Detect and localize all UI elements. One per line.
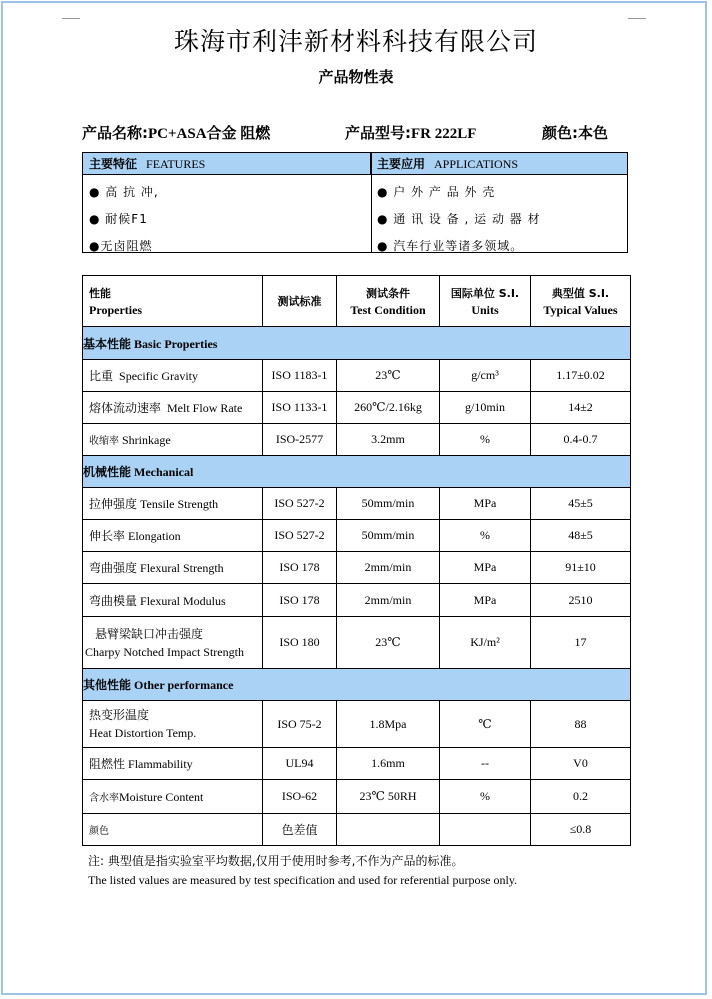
value-cell: 2510 (531, 584, 631, 617)
value-cell: 17 (531, 617, 631, 669)
table-header-row (83, 276, 631, 327)
unit-cell: KJ/m² (440, 617, 531, 669)
standard-cell: ISO 527-2 (263, 520, 337, 552)
table-row (83, 488, 631, 520)
header-typical-en: Typical Values (543, 302, 618, 317)
header-units-en: Units (471, 302, 499, 317)
table-row (83, 814, 631, 846)
condition-cell: 23℃ (337, 360, 440, 392)
product-name-label: 产品名称: (82, 124, 148, 142)
property-cell (83, 360, 263, 392)
unit-cell: % (440, 424, 531, 456)
property-cn: 比重 (89, 369, 114, 383)
property-cell (83, 701, 263, 748)
property-en: Heat Distortion Temp. (89, 726, 197, 740)
standard-cell: ISO-2577 (263, 424, 337, 456)
header-units (440, 276, 531, 327)
standard-cell: UL94 (263, 748, 337, 780)
feature-item: ● 高 抗 冲, (89, 185, 159, 199)
property-en: Moisture Content (119, 789, 204, 804)
property-cn: 含水率 (89, 792, 119, 804)
section-mechanical-en: Mechanical (134, 465, 194, 479)
condition-cell: 50mm/min (337, 488, 440, 520)
header-properties-cn: 性能 (89, 286, 111, 300)
header-condition-en: Test Condition (350, 302, 426, 317)
unit-cell: -- (440, 748, 531, 780)
section-other (83, 669, 631, 701)
crop-mark-left (62, 18, 80, 19)
table-row (83, 701, 631, 748)
condition-cell: 2mm/min (337, 552, 440, 584)
unit-cell (440, 814, 531, 846)
value-cell: 48±5 (531, 520, 631, 552)
header-condition (337, 276, 440, 327)
property-cn: 阻燃性 (89, 757, 126, 771)
standard-cell: ISO 1183-1 (263, 360, 337, 392)
property-cell (83, 392, 263, 424)
product-color (542, 122, 608, 143)
section-other-en: Other performance (134, 678, 234, 692)
property-cell (83, 748, 263, 780)
property-en: Elongation (128, 529, 181, 543)
features-title-cn: 主要特征 (89, 157, 138, 171)
product-color-value: 本色 (578, 124, 609, 142)
property-cell (83, 617, 263, 669)
table-row (83, 424, 631, 456)
unit-cell: MPa (440, 584, 531, 617)
property-cell (83, 780, 263, 814)
feature-item: ●无卤阻燃 (89, 239, 153, 253)
property-cn: 悬臂梁缺口冲击强度 (95, 626, 204, 641)
features-header (83, 153, 371, 175)
property-cn: 收缩率 (89, 435, 119, 447)
property-cn: 弯曲强度 (89, 561, 138, 575)
property-cn: 颜色 (89, 825, 109, 837)
application-item: ● 通 讯 设 备 , 运 动 器 材 (377, 212, 541, 226)
section-row-other (83, 669, 631, 701)
unit-cell: g/cm³ (440, 360, 531, 392)
features-applications-box (82, 152, 628, 253)
unit-cell: MPa (440, 488, 531, 520)
property-cn: 热变形温度 (89, 708, 150, 722)
condition-cell (337, 814, 440, 846)
header-properties-en: Properties (89, 302, 143, 317)
features-title-en: FEATURES (146, 157, 206, 171)
product-name (82, 122, 270, 143)
feature-item: ● 耐候F1 (89, 212, 148, 226)
section-mechanical-cn: 机械性能 (83, 465, 132, 479)
value-cell: 1.17±0.02 (531, 360, 631, 392)
condition-cell: 23℃ 50RH (337, 780, 440, 814)
property-en: Flexural Strength (140, 561, 224, 575)
header-properties (83, 276, 263, 327)
features-divider (371, 153, 372, 252)
unit-cell: g/10min (440, 392, 531, 424)
standard-cell: ISO 1133-1 (263, 392, 337, 424)
property-en: Flexural Modulus (140, 593, 226, 608)
property-cell (83, 814, 263, 846)
value-cell: V0 (531, 748, 631, 780)
property-cn: 伸长率 (89, 529, 126, 543)
crop-mark-right (628, 18, 646, 19)
value-cell: 0.2 (531, 780, 631, 814)
standard-cell: ISO-62 (263, 780, 337, 814)
property-en: Melt Flow Rate (167, 401, 243, 415)
unit-cell: ℃ (440, 701, 531, 748)
header-standard-cn: 测试标准 (277, 294, 322, 308)
unit-cell: % (440, 780, 531, 814)
condition-cell: 260℃/2.16kg (337, 392, 440, 424)
section-other-cn: 其他性能 (83, 678, 132, 692)
property-cell (83, 520, 263, 552)
condition-cell: 2mm/min (337, 584, 440, 617)
application-item: ● 户 外 产 品 外 壳 (377, 185, 496, 199)
value-cell: ≤0.8 (531, 814, 631, 846)
property-en: Charpy Notched Impact Strength (85, 644, 244, 659)
document-subtitle: 产品物性表 (318, 68, 394, 86)
table-row (83, 780, 631, 814)
condition-cell: 23℃ (337, 617, 440, 669)
header-typical (531, 276, 631, 327)
table-row (83, 584, 631, 617)
property-cell (83, 488, 263, 520)
property-cn: 拉伸强度 (89, 497, 138, 511)
value-cell: 14±2 (531, 392, 631, 424)
section-row-mechanical (83, 456, 631, 488)
header-standard (263, 276, 337, 327)
property-en: Flammability (128, 757, 193, 771)
property-en: Shrinkage (122, 432, 171, 447)
property-cn: 弯曲模量 (89, 593, 138, 608)
condition-cell: 50mm/min (337, 520, 440, 552)
standard-cell: ISO 527-2 (263, 488, 337, 520)
condition-cell: 1.8Mpa (337, 701, 440, 748)
header-units-cn: 国际单位 S.I. (450, 286, 520, 300)
table-row (83, 360, 631, 392)
section-basic-en: Basic Properties (134, 336, 218, 351)
unit-cell: MPa (440, 552, 531, 584)
product-model-label: 产品型号: (345, 124, 411, 142)
property-en: Specific Gravity (119, 369, 198, 383)
unit-cell: % (440, 520, 531, 552)
condition-cell: 1.6mm (337, 748, 440, 780)
section-basic (83, 327, 631, 360)
table-row (83, 552, 631, 584)
properties-table (82, 275, 631, 846)
applications-title-en: APPLICATIONS (434, 157, 519, 171)
standard-cell: ISO 75-2 (263, 701, 337, 748)
header-typical-cn: 典型值 S.I. (551, 286, 610, 300)
product-color-label: 颜色: (542, 124, 578, 142)
property-en: Tensile Strength (140, 497, 219, 511)
property-cell (83, 584, 263, 617)
property-cell (83, 424, 263, 456)
property-cell (83, 552, 263, 584)
table-row (83, 617, 631, 669)
value-cell: 0.4-0.7 (531, 424, 631, 456)
header-condition-cn: 测试条件 (366, 286, 410, 300)
note-chinese: 注: 典型值是指实验室平均数据,仅用于使用时参考,不作为产品的标准。 (88, 854, 464, 868)
value-cell: 88 (531, 701, 631, 748)
standard-cell: ISO 180 (263, 617, 337, 669)
applications-title-cn: 主要应用 (377, 157, 426, 171)
table-row (83, 748, 631, 780)
standard-cell: 色差值 (263, 814, 337, 846)
product-name-value: PC+ASA合金 阻燃 (148, 126, 271, 142)
product-model (345, 122, 476, 143)
value-cell: 91±10 (531, 552, 631, 584)
applications-header (371, 153, 627, 175)
note-english: The listed values are measured by test specification and used for referential purpose only. (88, 873, 518, 887)
application-item: ● 汽车行业等诸多领域。 (377, 239, 524, 253)
table-row (83, 392, 631, 424)
product-model-value: FR 222LF (411, 126, 477, 142)
section-basic-cn: 基本性能 (83, 336, 132, 351)
table-row (83, 520, 631, 552)
property-cn: 熔体流动速率 (89, 401, 162, 415)
condition-cell: 3.2mm (337, 424, 440, 456)
value-cell: 45±5 (531, 488, 631, 520)
company-name: 珠海市利沣新材料科技有限公司 (173, 27, 538, 56)
section-row-basic (83, 327, 631, 360)
section-mechanical (83, 456, 631, 488)
standard-cell: ISO 178 (263, 584, 337, 617)
standard-cell: ISO 178 (263, 552, 337, 584)
